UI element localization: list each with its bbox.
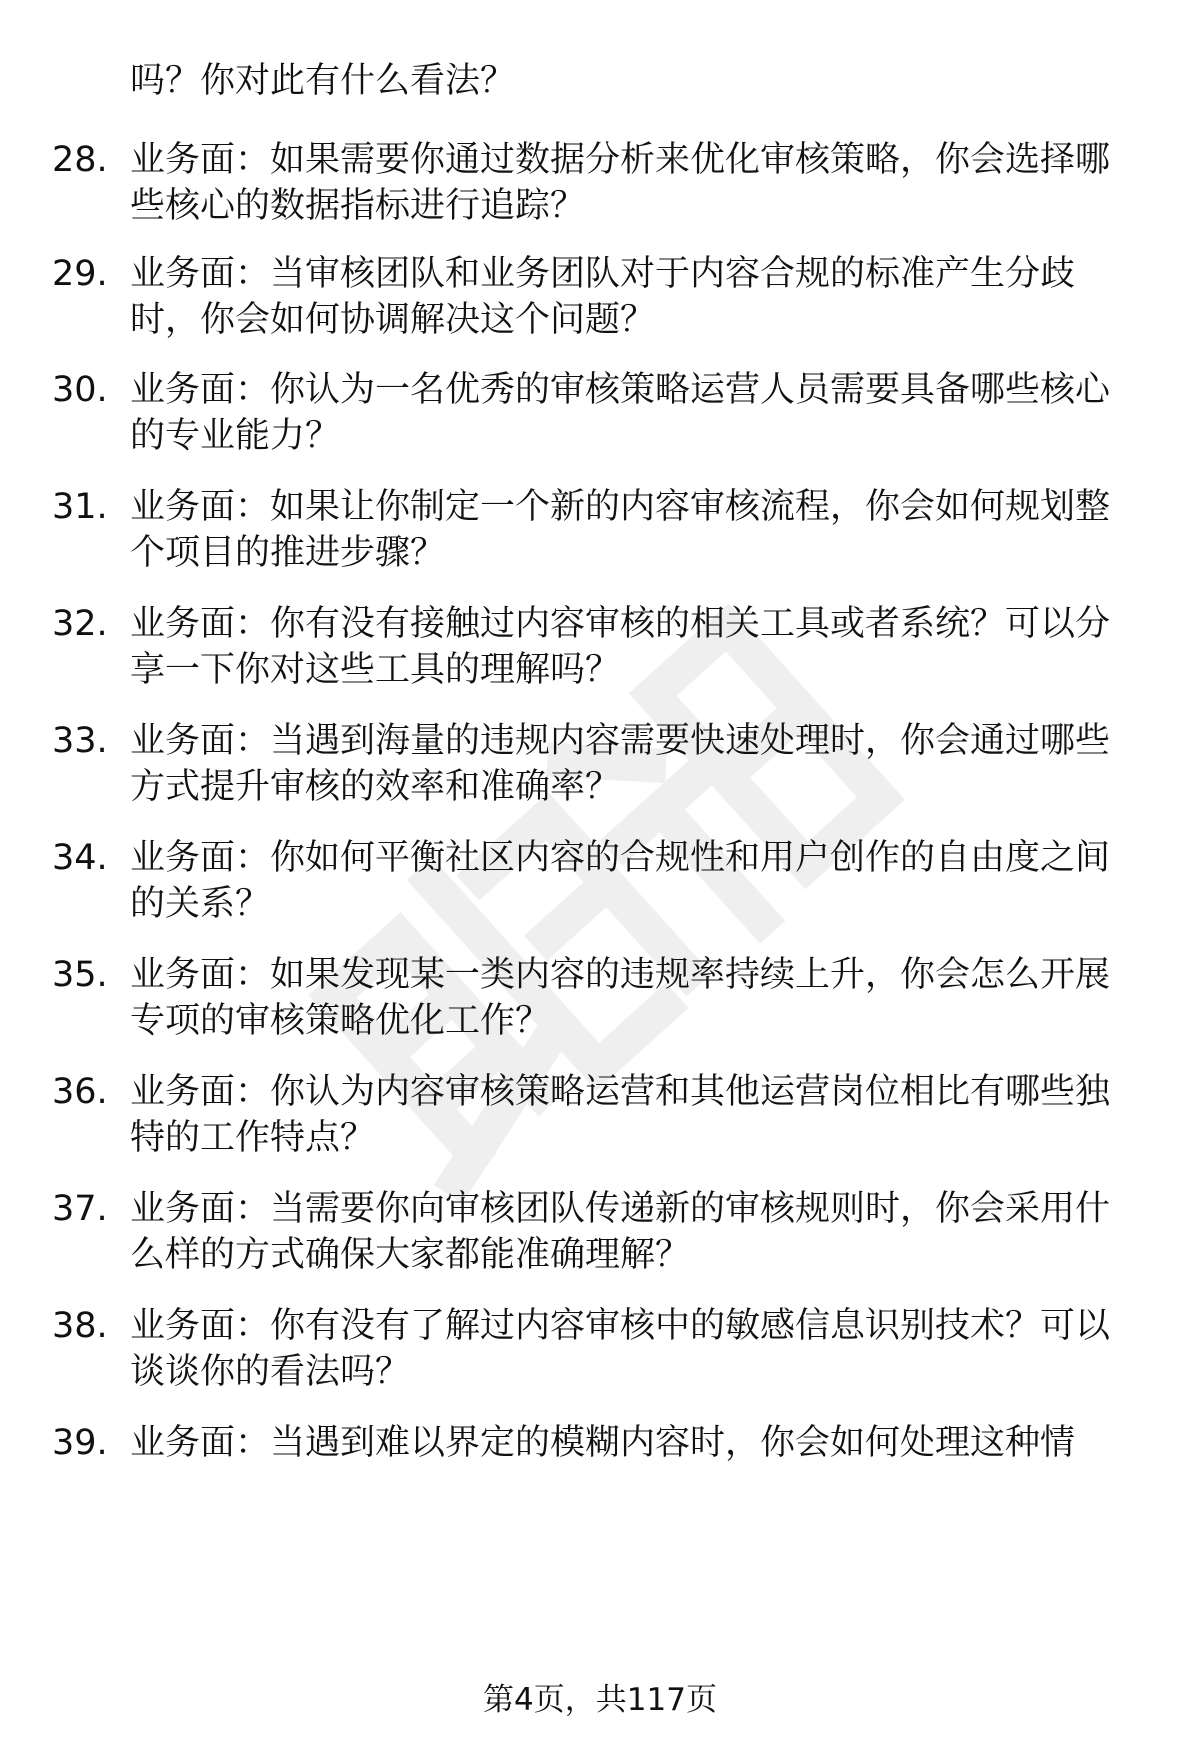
question-number: 29.	[52, 254, 108, 294]
question-text	[130, 251, 1140, 343]
question-line: 业务面：你如何平衡社区内容的合规性和用户创作的自由度之间	[130, 838, 1111, 878]
question-text	[130, 137, 1140, 229]
question-number: 38.	[52, 1306, 108, 1346]
page-footer: 第4页，共117页	[483, 1682, 717, 1718]
question-line: 特的工作特点？	[130, 1118, 376, 1158]
question-line: 业务面：你认为一名优秀的审核策略运营人员需要具备哪些核心	[130, 370, 1111, 410]
question-line: 的专业能力？	[130, 416, 341, 456]
question-line: 专项的审核策略优化工作？	[130, 1001, 551, 1041]
question-line: 业务面：如果让你制定一个新的内容审核流程，你会如何规划整	[130, 487, 1111, 527]
question-number: 30.	[52, 370, 108, 410]
question-line: 享一下你对这些工具的理解吗？	[130, 650, 621, 690]
question-line: 业务面：如果需要你通过数据分析来优化审核策略，你会选择哪	[130, 140, 1111, 180]
question-number: 32.	[52, 604, 108, 644]
question-line: 些核心的数据指标进行追踪？	[130, 186, 586, 226]
question-line: 谈谈你的看法吗？	[130, 1352, 411, 1392]
question-text	[130, 601, 1140, 693]
question-line: 业务面：如果发现某一类内容的违规率持续上升，你会怎么开展	[130, 955, 1111, 995]
question-line: 业务面：你有没有接触过内容审核的相关工具或者系统？可以分	[130, 604, 1111, 644]
question-line: 么样的方式确保大家都能准确理解？	[130, 1235, 691, 1275]
question-line: 方式提升审核的效率和准确率？	[130, 767, 621, 807]
question-line: 个项目的推进步骤？	[130, 533, 446, 573]
question-number: 31.	[52, 487, 108, 527]
question-line: 时，你会如何协调解决这个问题？	[130, 300, 656, 340]
question-text	[130, 835, 1140, 927]
question-text	[130, 1069, 1140, 1161]
question-text	[130, 1186, 1140, 1278]
question-text	[130, 484, 1140, 576]
question-number: 34.	[52, 838, 108, 878]
question-line: 业务面：当遇到海量的违规内容需要快速处理时，你会通过哪些	[130, 721, 1111, 761]
continuation-text: 吗？你对此有什么看法？	[130, 61, 516, 101]
question-line: 业务面：你认为内容审核策略运营和其他运营岗位相比有哪些独	[130, 1072, 1111, 1112]
question-number: 28.	[52, 140, 108, 180]
question-text	[130, 952, 1140, 1044]
question-text	[130, 718, 1140, 810]
question-line: 的关系？	[130, 884, 271, 924]
question-line: 业务面：当审核团队和业务团队对于内容合规的标准产生分歧	[130, 254, 1076, 294]
question-text	[130, 367, 1140, 459]
question-number: 33.	[52, 721, 108, 761]
question-number: 36.	[52, 1072, 108, 1112]
question-text	[130, 1303, 1140, 1395]
question-number: 37.	[52, 1189, 108, 1229]
question-number: 35.	[52, 955, 108, 995]
question-line: 业务面：你有没有了解过内容审核中的敏感信息识别技术？可以	[130, 1306, 1111, 1346]
question-line: 业务面：当需要你向审核团队传递新的审核规则时，你会采用什	[130, 1189, 1111, 1229]
question-line: 业务面：当遇到难以界定的模糊内容时，你会如何处理这种情	[130, 1423, 1076, 1463]
question-number: 39.	[52, 1423, 108, 1463]
question-text	[130, 1420, 1140, 1466]
